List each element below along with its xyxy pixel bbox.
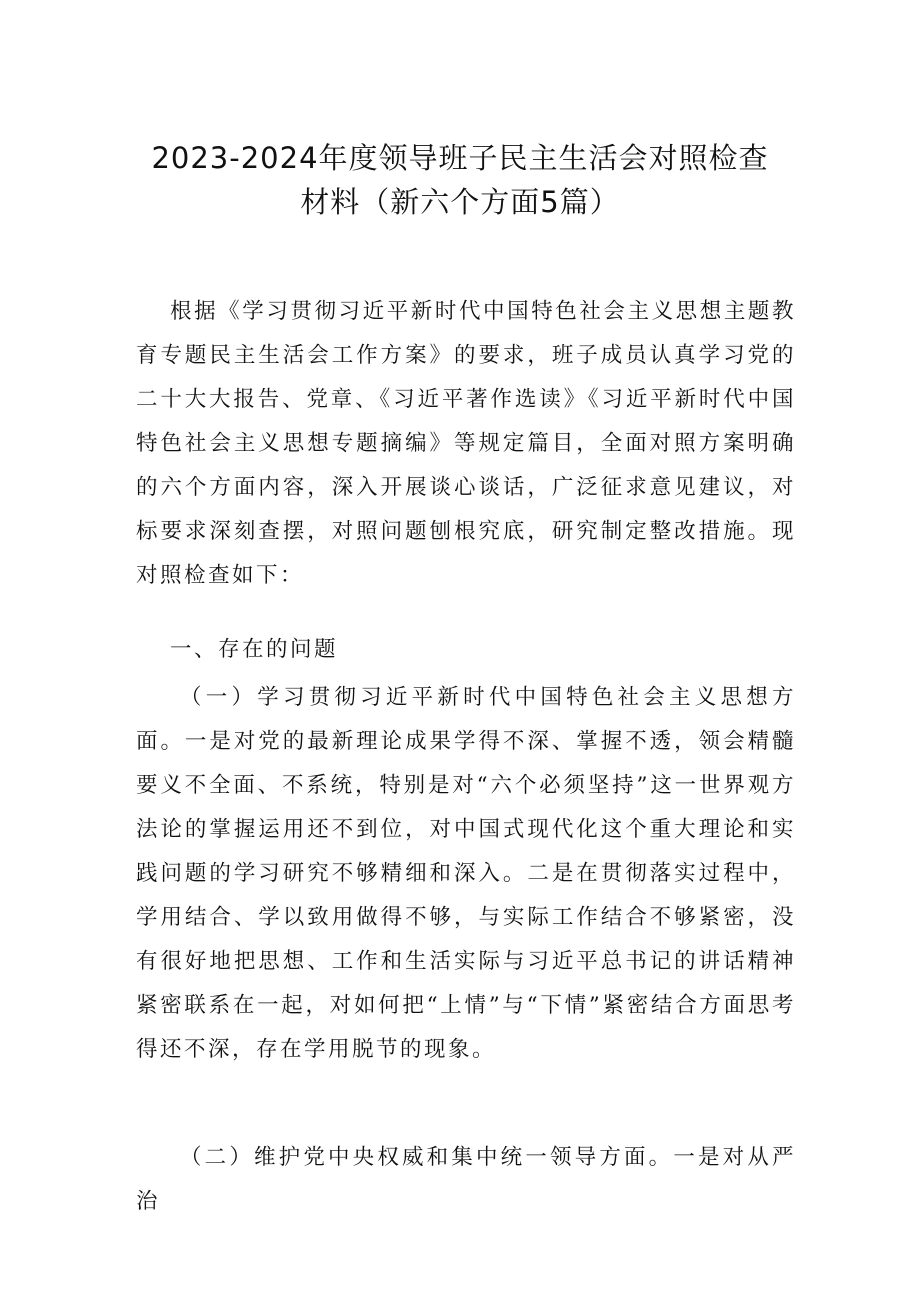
- item-2-paragraph: （二）维护党中央权威和集中统一领导方面。一是对从严治: [136, 1145, 796, 1214]
- intro-paragraph: 根据《学习贯彻习近平新时代中国特色社会主义思想主题教育专题民主生活会工作方案》的要求，班子成员认真学习党的二十大大报告、党章、《习近平著作选读》《习近平新时代中国特色社会主义思想专题摘编》等规定篇目，全面对照方案明确的六个方面内容，深入开展谈心谈话，广泛征求意见建议，对标要求深刻查摆，对照问题刨根究底，研究制定整改措施。现对照检查如下：: [136, 299, 796, 588]
- section-heading: 一、存在的问题: [170, 637, 339, 662]
- title-line-2: 材料（新六个方面5篇）: [300, 185, 620, 219]
- document-title: [110, 136, 810, 224]
- item-1-paragraph: （一）学习贯彻习近平新时代中国特色社会主义思想方面。一是对党的最新理论成果学得不深、掌握不透，领会精髓要义不全面、不系统，特别是对“六个必须坚持”这一世界观方法论的掌握运用还不到位，对中国式现代化这个重大理论和实践问题的学习研究不够精细和深入。二是在贯彻落实过程中，学用结合、学以致用做得不够，与实际工作结合不够紧密，没有很好地把思想、工作和生活实际与习近平总书记的讲话精神紧密联系在一起，对如何把“上情”与“下情”紧密结合方面思考得还不深，存在学用脱节的现象。: [136, 685, 796, 1062]
- title-line-1: 2023-2024年度领导班子民主生活会对照检查: [151, 141, 769, 175]
